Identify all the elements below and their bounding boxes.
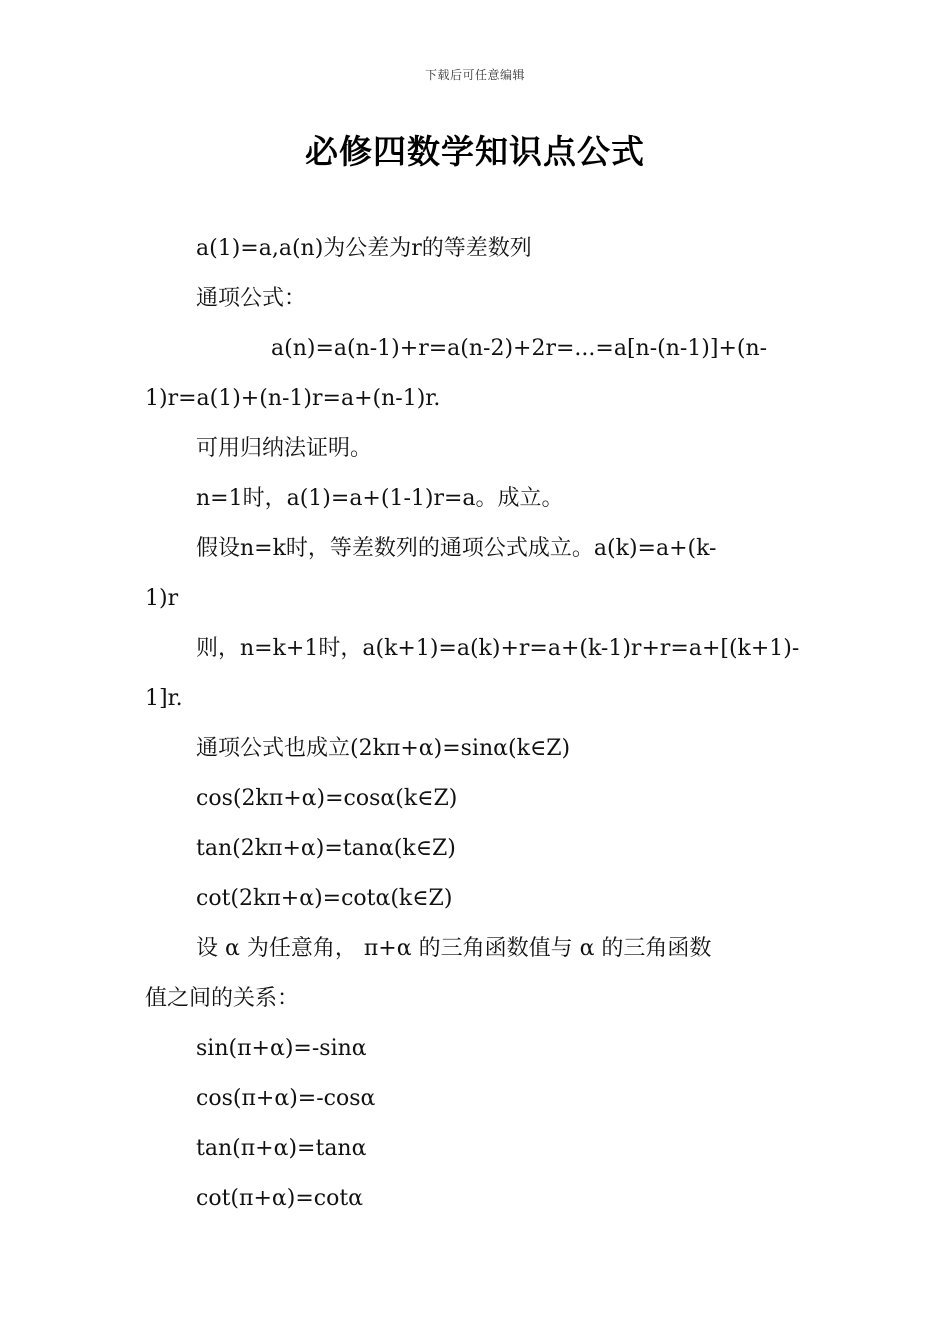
paragraph-line: cot(π+α)=cotα	[196, 1186, 364, 1211]
paragraph-line: 1)r=a(1)+(n-1)r=a+(n-1)r.	[145, 386, 441, 411]
paragraph-line: 1]r.	[145, 686, 183, 711]
paragraph-line: 可用归纳法证明。	[196, 436, 373, 461]
paragraph-line: 通项公式：	[196, 286, 307, 311]
paragraph-line: a(1)=a,a(n)为公差为r的等差数列	[196, 236, 532, 261]
paragraph-line: tan(2kπ+α)=tanα(k∈Z)	[196, 836, 456, 861]
paragraph-line: 假设n=k时，等差数列的通项公式成立。a(k)=a+(k-	[196, 536, 717, 561]
paragraph-line: sin(π+α)=-sinα	[196, 1036, 367, 1061]
paragraph-line: 值之间的关系：	[145, 986, 300, 1011]
page-title: 必修四数学知识点公式	[305, 132, 645, 171]
paragraph-line: 1)r	[145, 586, 179, 611]
header-note: 下载后可任意编辑	[424, 68, 525, 82]
document-body	[145, 224, 807, 1224]
paragraph-line: n=1时，a(1)=a+(1-1)r=a。成立。	[196, 486, 564, 511]
paragraph-line: cot(2kπ+α)=cotα(k∈Z)	[196, 886, 453, 911]
paragraph-line: 则，n=k+1时，a(k+1)=a(k)+r=a+(k-1)r+r=a+[(k+1)-	[196, 636, 800, 661]
paragraph-line: tan(π+α)=tanα	[196, 1136, 367, 1161]
paragraph-line: cos(2kπ+α)=cosα(k∈Z)	[196, 786, 458, 811]
paragraph-line: cos(π+α)=-cosα	[196, 1086, 376, 1111]
paragraph-line: 通项公式也成立(2kπ+α)=sinα(k∈Z)	[196, 736, 571, 761]
paragraph-line: 设 α 为任意角， π+α 的三角函数值与 α 的三角函数	[196, 936, 712, 961]
paragraph-line: a(n)=a(n-1)+r=a(n-2)+2r=...=a[n-(n-1)]+(n-	[271, 336, 768, 361]
